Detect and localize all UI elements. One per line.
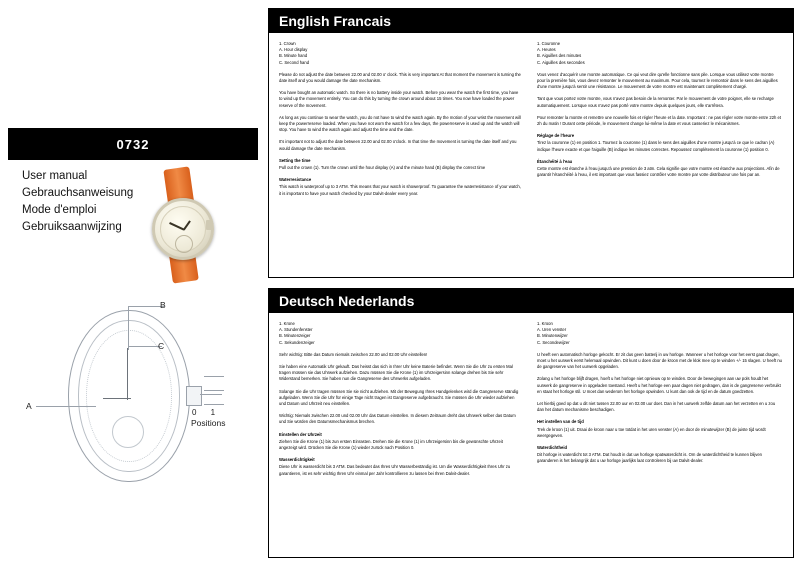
subheading: Wasserdichtigkeit (279, 457, 315, 463)
watch-case (152, 198, 214, 260)
paragraph: U heeft een automatisch horloge gekocht. Er zit dus geen batterij in uw horloge. Wanneer u het horloge voor het eerst gaat dragen, moet u het uurwerk eerst helemaal opwinden. Dit kunt u doen door de kroon met de klok mee op te winden +/- 15 slagen. U heeft nu de gangreserve van het uurwerk opgeladen. (537, 351, 782, 370)
legend-francais (537, 41, 783, 66)
leader-line-c (128, 346, 162, 347)
panel-deutsch-nederlands (268, 288, 794, 558)
cover-language-en: User manual (22, 170, 88, 182)
column-english (279, 41, 531, 271)
legend-item: 1. Kroon (537, 321, 553, 326)
diagram-label-b: B (160, 300, 166, 310)
legend-item: A. Hour display (279, 47, 308, 53)
legend-item: 1. Krone (279, 321, 295, 326)
legend-item: 1. Crown (279, 41, 296, 46)
legend-item: A. Stundenfenster (279, 327, 313, 333)
column-deutsch (279, 321, 531, 551)
watch-dial (160, 206, 206, 252)
paragraph: Ziehen Sie die Krone (1) bis zun ersten Einrasten. Drehen Sie die Krone (1) im Uhrzeigersinn bis die gewünschte Uhrzeit angezeigt wird. Drücken Sie die Krone (1) wieder zurück nach Position 0. (279, 438, 503, 451)
paragraph: Vous venez d'acquérir une montre automatique. Ce qui veut dire qu'elle fonctionne sans pile. Lorsque vous utilisez votre montre pour la première fois, vous devez remonter le mouvement au maximum. Pour cela, tournez le remontoir dans le sens des aiguilles d'une montre jusqu'à sentir une résistance. Le mouvement de votre montre est maintenant complètement chargé. (537, 71, 778, 90)
paragraph: Cette montre est étanche à l'eau jusqu'à une pression de 3 atm. Cela signifie que votre montre est étanche aux projections. Afin de garantir l'étanchéité à l'eau, il est important que vous fassiez contrôler votre montre par votre distributeur une fois par an. (537, 166, 780, 178)
paragraph: Solange Sie die Uhr tragen müssen Sie sie nicht aufziehen. Mit der Bewegung Ihres Handgelenkes wird die Gangreserve ständig aufgeladen. Wenn Sie die Uhr für einige Tage nicht tragen ist Gangreserve aufgebraucht. Sie müssen die Uhr wieder aufziehen und Datum und Uhrzeit neu einstellen. (279, 388, 519, 407)
diagram-positions-label: Positions (191, 418, 226, 428)
panel-header-de-nl: Deutsch Nederlands (269, 289, 793, 313)
subheading: Waterresistance (279, 177, 312, 183)
leader-line-a (36, 406, 96, 407)
column-francais (531, 41, 783, 271)
cover-language-nl: Gebruiksaanwijzing (22, 221, 122, 233)
paragraph: Diese Uhr is wasserdicht bis 3 ATM. Das bedeutet das Ihres Uhr Wasserbeständig ist. Um die Wasserdichtigkeit Ihres Uhr zu garantieren, ist es sehr wichtig Ihren Uhr einmal per Jahr kontrollieren zu lassen bei Ihren Dalvit-dealer. (279, 464, 511, 476)
subheading: Réglage de l'heure (537, 133, 575, 139)
watch-photo (126, 168, 236, 278)
legend-item: B. Minute hand (279, 53, 308, 59)
legend-item: B. Aiguilles des minutes (537, 53, 582, 59)
paragraph: Tant que vous portez votre montre, vous n'avez pas besoin de la remonter. Par le mouvement de votre poignet, elle se recharge automatiquement. Lorsque vous n'avez pas porté votre montre depuis quelques jours, elle s'arrêtera. (537, 96, 774, 108)
legend-item: C. Secondewijzer (537, 339, 570, 345)
diagram-crown (186, 386, 202, 406)
legend-item: C. Sekundenzeiger (279, 339, 315, 345)
paragraph: Let hierbij goed op dat u dit niet tussen 22.00 uur en 02.00 uur doet. Dan in het uurwerk zelfde datum aan het verzetten en u zou dan het datum mechanisme beschadigen. (537, 401, 776, 413)
legend-deutsch (279, 321, 521, 346)
paragraph: Wichtig: Niemals zwischen 22.00 und 02.00 Uhr das Datum einstellen. In diesem Zeitraum dreht das Uhrwerk selber das Datum und Sie würden den Datumsmechanismus brechen. (279, 413, 516, 425)
paragraph: This watch is waterproof up to 3 ATM. This means that your watch is showerproof. To guarantee the waterresistance of your watch, it is important to have your watch checked by your Dalvit-dealer every year. (279, 184, 521, 196)
subheading: Setting the time (279, 157, 311, 163)
legend-english (279, 41, 521, 66)
legend-item: A. Uren venster (537, 327, 567, 333)
paragraph: Zolang u het horloge blijft dragen, hoeft u het horloge niet opnieuw op te winden. Door de bewegingen aan uw pols houdt het uurwerk de gangreserve in opgeladen toestand. Heeft u het horloge een paar dagen niet gedragen, dan is de gangreserve verbruikt en staat het horloge stil. U moet dan wederom het horloge opwinden. U kunt dan ook de tijd en de datum goedzetten. (537, 376, 781, 394)
paragraph: Pull out the crown (1). Turn the crown until the hour display (A) and the minute hand (B) display the correct time (279, 165, 486, 171)
legend-item: 1. Couronne (537, 41, 561, 46)
diagram-second-subdial (112, 416, 144, 448)
paragraph: Sie haben eine Automatik Uhr gekauft. Das heisst das sich in Ihrer Uhr keine Baterie befindet. Wenn Sie die Uhr zu ersten Mal tragen müssen sie das Uhrwerk aufziehen. Dazu müssen Sie die Krone (1) im Uhrzeigersinn solange drehen bis Sie sehr Widerstand bemerken. Sie haben nun die Gangreserve des Uhrwerks aufgeladen. (279, 364, 513, 382)
legend-nederlands (537, 321, 783, 346)
paragraph: As long as you continue to wear the watch, you do not have to wind the watch again. By the motion of your wrist the movement will keep the powerreserve loaded. When you have not worn the watch for a few days, the powerreserve is used up and the watch will stop. You have to wind the watch again and adjust the time and the date. (279, 114, 521, 133)
leader-line-b (128, 306, 164, 307)
legend-item: B. Minutenzeiger (279, 333, 311, 339)
watch-diagram (8, 288, 258, 558)
panel-body-de-nl (269, 313, 793, 557)
panel-english-francais (268, 8, 794, 278)
legend-item: C. Aiguilles des secondes (537, 59, 585, 65)
diagram-hour-hand (103, 398, 131, 399)
panel-header-en-fr: English Francais (269, 9, 793, 33)
second-subdial (175, 235, 193, 253)
diagram-minute-hand (127, 348, 128, 400)
paragraph: Trek de kroon (1) uit. Draai de kroon naar u toe totdat in het uren venster (A) en door de minutewijzer (B) de juiste tijd wordt weergegeven. (537, 426, 766, 438)
legend-item: C. Second hand (279, 59, 310, 65)
panel-body-en-fr (269, 33, 793, 277)
minute-hand (169, 222, 184, 230)
subheading: Waterdichtheid (537, 445, 568, 451)
subheading: Einstellen der Uhrzeit (279, 431, 322, 437)
cover-language-de: Gebrauchsanweisung (22, 187, 134, 199)
model-number: 0732 (116, 136, 150, 152)
model-number-bar (8, 128, 258, 160)
diagram-position-numbers: 0 1 (192, 408, 222, 417)
paragraph: Dit horloge is waterdicht tot 3 ATM. Dat houdt in dat uw horloge spatwaterdicht is. Om de waterdichtheid te kunnen blijven garanderen is het belangrijk dat u uw horloge jaarlijks laat controleren bij uw Dalvit-dealer. (537, 452, 763, 464)
cover-language-fr: Mode d'emploi (22, 204, 97, 216)
subheading: Étanchéité à l'eau (537, 158, 573, 164)
crown-icon (206, 220, 212, 230)
subheading: Het instellen van de tijd (537, 419, 584, 425)
diagram-label-a: A (26, 401, 32, 411)
diagram-label-c: C (158, 341, 165, 351)
leader-line-b-vertical (128, 306, 129, 350)
legend-item: A. Heures (537, 47, 556, 53)
legend-item: B. Minutenwijzer (537, 333, 568, 339)
paragraph: You have bought an automatic watch. So there is no battery inside your watch. Before you wear the watch the first time, you have to wind up the movement entirely. You can do this by turning the crown around about 15 times. You now have loaded the power reserve of the movement. (279, 90, 519, 108)
column-nederlands (531, 321, 783, 551)
paragraph: It's important not to adjust the date between 22.00 and 02.00 o'clock. In that time the movement is turning the date itself and you would damage the date mechanism. (279, 139, 517, 151)
paragraph: Please do not adjust the date between 22.00 and 02.00 o' clock. This is very important At that moment the movement is turning the date itself and you would damage the date mechanism. (279, 71, 521, 84)
paragraph: Tirez la couronne (1) en position 1. Tournez la couronne (1) dans le sens des aiguilles d'une montre jusqu'à ce que le cadran (A) indique l'heure exacte et que l'aiguille (B) indique les minutes correctes. Repoussez complètement la couronne (1) position 0. (537, 140, 775, 152)
paragraph: Pour remonter la montre et remettre une nouvelle fois et régler l'heure et la date. Important : ne pas régler votre montre entre 22h et 2h du matin ! Durant cette période, le mouvement change lui-même la date et vous casseriez le mécanismes. (537, 114, 782, 127)
paragraph: Sehr wichtig: Bitte das Datum niemals zwischen 22.00 und 02.00 Uhr einstellen! (279, 351, 428, 357)
cover-section (8, 8, 258, 278)
